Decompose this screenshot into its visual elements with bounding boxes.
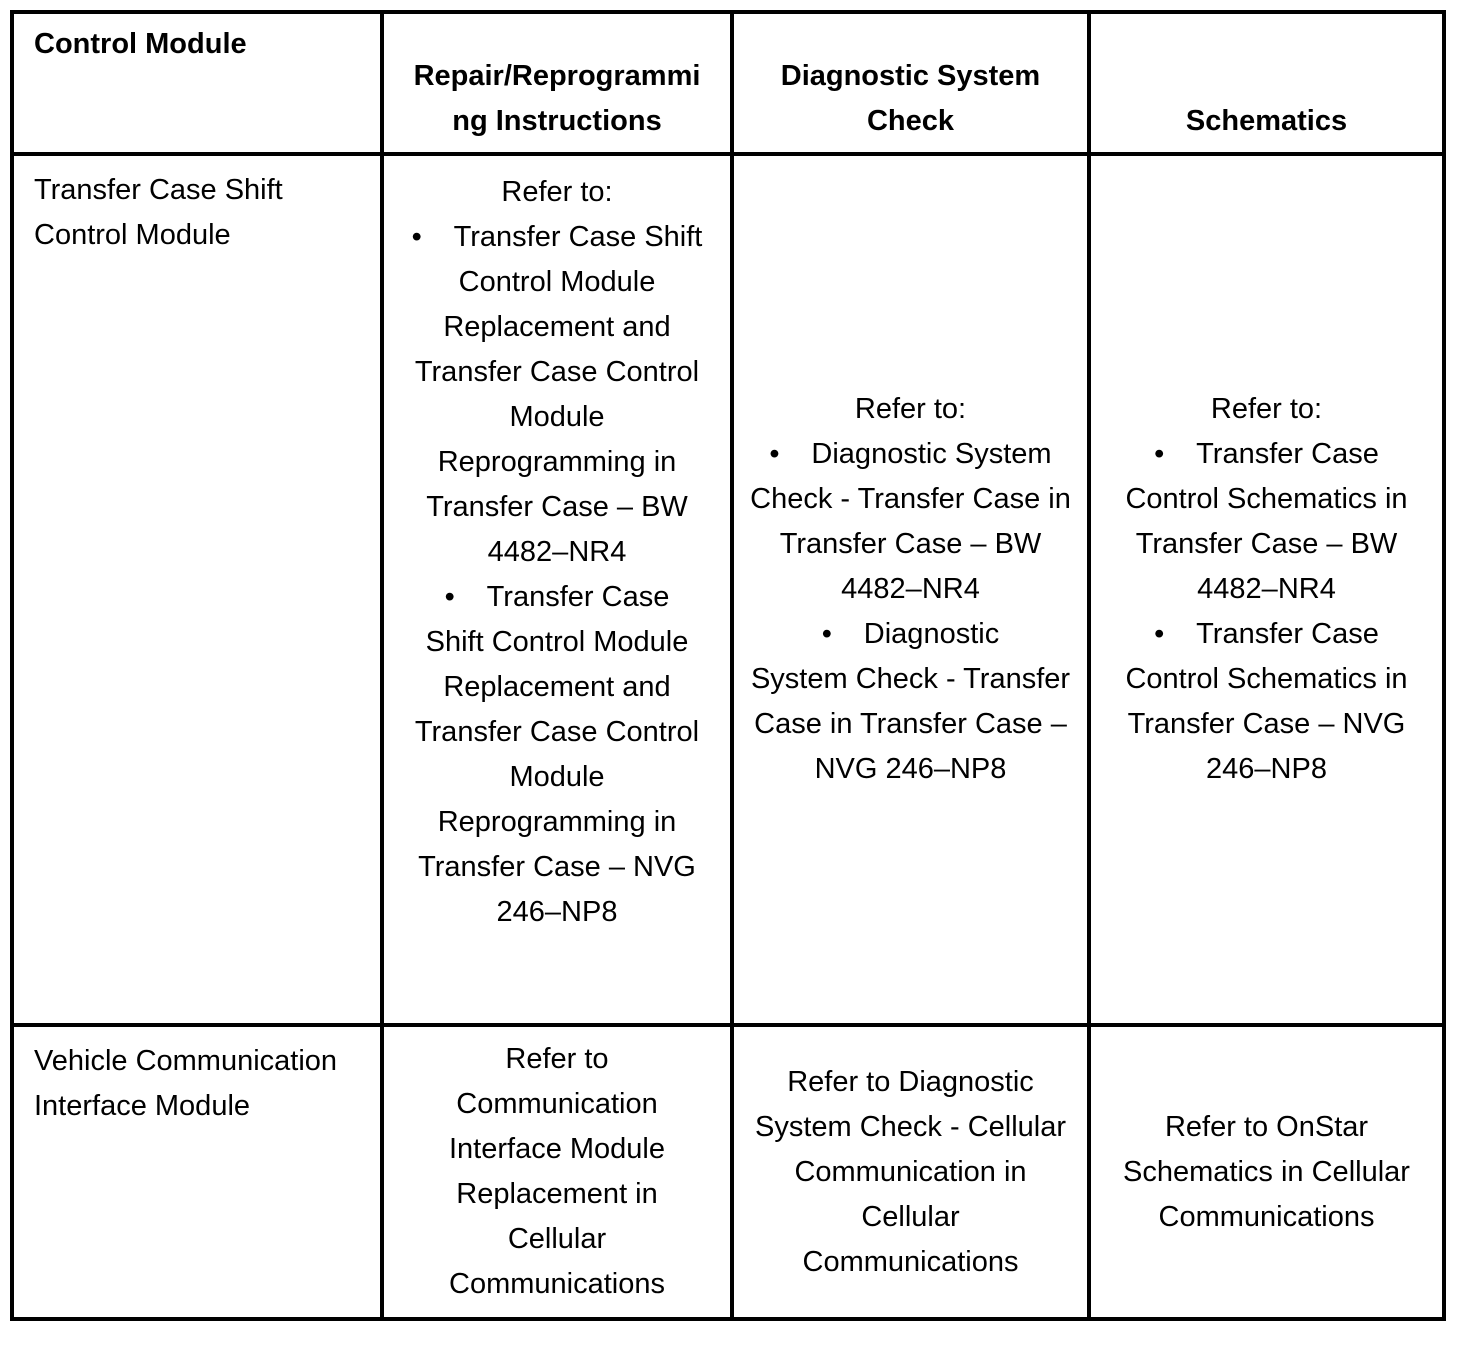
paragraph: Vehicle Communication Interface Module — [34, 1045, 338, 1122]
bullet-marker: • — [411, 221, 422, 253]
bullet-item: • Transfer Case Shift Control Module Replacement and Transfer Case Control Module Reprogramming in Transfer Case – BW 4482–NR4 — [392, 215, 722, 575]
bullet-marker: • — [1154, 438, 1165, 470]
column-header-control-module: Control Module — [12, 12, 382, 154]
bullet-item: • Transfer Case Control Schematics in Transfer Case – BW 4482–NR4 — [1099, 432, 1434, 612]
cell-transfer-case-shift-control-module--diagnostic-system-check — [732, 154, 1089, 1025]
bullet-marker: • — [1154, 618, 1165, 650]
paragraph: Refer to: — [854, 393, 967, 425]
column-header-diagnostic-system-check: Diagnostic System Check — [732, 12, 1089, 154]
table-row-vehicle-communication-interface-module — [12, 1025, 1444, 1319]
bullet-marker: • — [821, 618, 832, 650]
paragraph: Refer to: — [501, 176, 613, 208]
cell-transfer-case-shift-control-module--control-module — [12, 154, 382, 1025]
bullet-item: • Diagnostic System Check - Transfer Case in Transfer Case – BW 4482–NR4 — [742, 432, 1079, 612]
bullet-item: • Transfer Case Shift Control Module Replacement and Transfer Case Control Module Reprogramming in Transfer Case – NVG 246–NP8 — [392, 575, 722, 935]
column-header-schematics: Schematics — [1089, 12, 1444, 154]
paragraph: Refer to OnStar Schematics in Cellular Communications — [1123, 1110, 1410, 1233]
bullet-item: • Diagnostic System Check - Transfer Case in Transfer Case – NVG 246–NP8 — [742, 612, 1079, 792]
cell-transfer-case-shift-control-module--schematics — [1089, 154, 1444, 1025]
cell-vehicle-communication-interface-module--diagnostic-system-check — [732, 1025, 1089, 1319]
paragraph: Transfer Case Shift Control Module — [34, 174, 283, 251]
control-module-table — [10, 10, 1446, 1321]
bullet-item: • Transfer Case Control Schematics in Transfer Case – NVG 246–NP8 — [1099, 612, 1434, 792]
column-header-repair-reprogramming-instructions: Repair/Reprogrammi ng Instructions — [382, 12, 732, 154]
paragraph: Refer to Diagnostic System Check - Cellular Communication in Cellular Communications — [754, 1065, 1067, 1278]
paragraph: Refer to: — [1210, 393, 1323, 425]
cell-transfer-case-shift-control-module--repair-reprogramming-instructions — [382, 154, 732, 1025]
table-header-row — [12, 12, 1444, 154]
paragraph: Refer to Communication Interface Module Replacement in Cellular Communications — [448, 1043, 665, 1300]
cell-vehicle-communication-interface-module--control-module — [12, 1025, 382, 1319]
bullet-marker: • — [444, 581, 455, 613]
table-row-transfer-case-shift-control-module — [12, 154, 1444, 1025]
bullet-marker: • — [769, 438, 780, 470]
cell-vehicle-communication-interface-module--repair-reprogramming-instructions — [382, 1025, 732, 1319]
cell-vehicle-communication-interface-module--schematics — [1089, 1025, 1444, 1319]
